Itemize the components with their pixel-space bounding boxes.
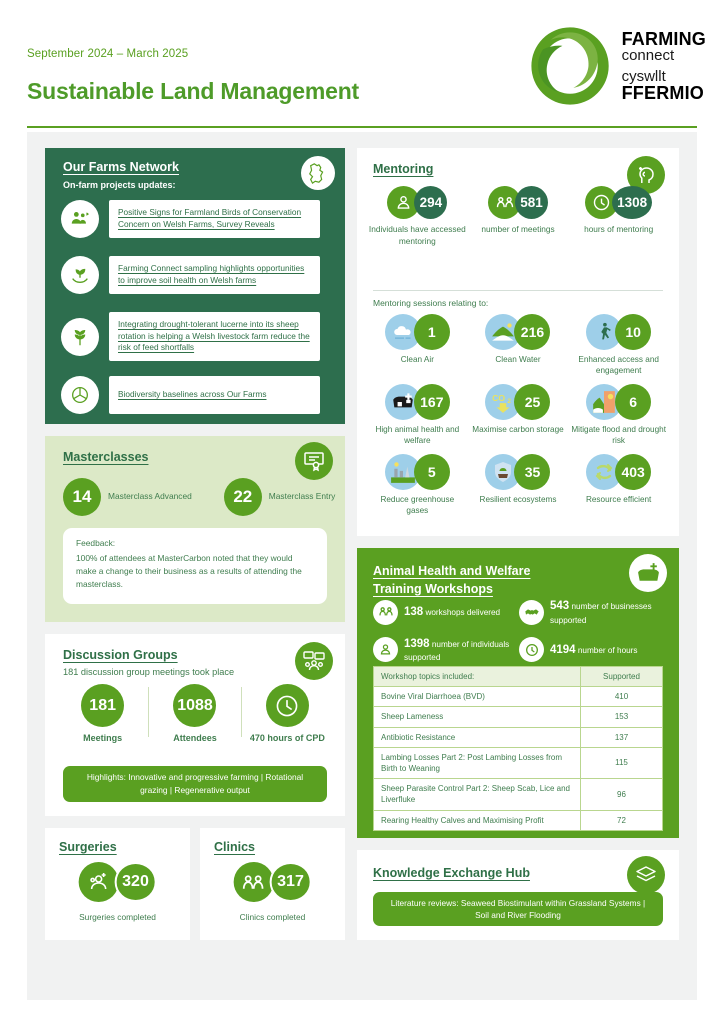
animal-health-stat-text xyxy=(404,604,500,621)
table-row xyxy=(374,707,663,727)
animal-health-stat-label: number of individuals supported xyxy=(404,639,510,663)
wales-map-icon xyxy=(301,156,335,190)
list-item[interactable] xyxy=(61,312,320,361)
masterclass-value: 22 xyxy=(224,478,262,516)
masterclass-label: Masterclass Advanced xyxy=(108,491,192,502)
our-farms-title: Our Farms Network xyxy=(63,160,180,174)
feedback-title: Feedback: xyxy=(76,538,116,548)
knowledge-hub-title: Knowledge Exchange Hub xyxy=(373,866,530,880)
table-row xyxy=(374,727,663,747)
mentoring-stat-caption: Individuals have accessed mentoring xyxy=(368,224,466,246)
animal-health-stat-text xyxy=(550,598,665,627)
table-row xyxy=(374,810,663,830)
swirl-logo-icon xyxy=(528,24,612,108)
page-header xyxy=(0,0,724,122)
birds-people-icon xyxy=(61,200,99,238)
article-link[interactable] xyxy=(109,200,320,238)
table-cell-topic: Lambing Losses Part 2: Post Lambing Losses from Birth to Weaning xyxy=(374,747,581,778)
animal-health-card xyxy=(357,548,679,838)
article-link-text: Farming Connect sampling highlights opportunities to improve soil health on Welsh farms xyxy=(118,263,305,285)
table-header-cell: Supported xyxy=(581,667,663,687)
category-label: Enhanced access and engagement xyxy=(578,355,659,376)
masterclass-value: 14 xyxy=(63,478,101,516)
discussion-stat-value: 181 xyxy=(81,684,124,727)
our-farms-subtitle: On-farm projects updates: xyxy=(63,180,176,190)
farming-connect-logo xyxy=(528,24,706,108)
hand-plant-icon xyxy=(61,256,99,294)
category-label: Reduce greenhouse gases xyxy=(380,495,455,516)
lucerne-plant-icon xyxy=(61,318,99,356)
mentoring-category xyxy=(568,384,669,446)
discussion-stats xyxy=(57,684,333,743)
list-item[interactable] xyxy=(61,200,320,238)
mentoring-category xyxy=(367,384,468,446)
list-item[interactable] xyxy=(61,376,320,414)
mentoring-stat-value: 1308 xyxy=(612,186,652,219)
table-cell-supported: 96 xyxy=(581,779,663,810)
category-value: 5 xyxy=(414,454,450,490)
mentoring-card xyxy=(357,148,679,536)
article-link-text: Integrating drought-tolerant lucerne into its sheep rotation is helping a Welsh livestock farm reduce the risk of feed shortfalls xyxy=(118,318,310,353)
list-item[interactable] xyxy=(61,256,320,294)
divider xyxy=(373,290,663,291)
person-plus-icon xyxy=(78,862,118,902)
animal-health-stats xyxy=(373,598,665,664)
animal-health-stat-text xyxy=(550,642,638,659)
surgeries-caption: Surgeries completed xyxy=(79,912,156,922)
animal-health-stat-value: 138 xyxy=(404,605,424,618)
category-label: Clean Air xyxy=(400,355,434,364)
masterclass-label: Masterclass Entry xyxy=(268,491,336,502)
animal-health-stat-label: number of businesses supported xyxy=(550,602,652,625)
mentoring-category xyxy=(367,454,468,516)
header-divider xyxy=(27,126,697,128)
logo-line-3: cyswllt xyxy=(621,67,666,85)
content-panel xyxy=(27,132,697,1000)
article-link[interactable] xyxy=(109,256,320,294)
clinics-card xyxy=(200,828,345,940)
mentoring-stat-caption: hours of mentoring xyxy=(584,224,654,234)
surgeries-value: 320 xyxy=(114,862,157,902)
handshake-icon xyxy=(519,600,544,625)
discussion-stat xyxy=(57,684,148,743)
category-value: 167 xyxy=(414,384,450,420)
surgeries-stat xyxy=(78,862,157,902)
article-link[interactable] xyxy=(109,312,320,361)
cpd-stat xyxy=(242,684,333,743)
clinics-stat xyxy=(233,862,312,902)
category-label: Mitigate flood and drought risk xyxy=(571,425,666,446)
discussion-people-icon xyxy=(295,642,333,680)
mentoring-category-grid xyxy=(367,314,669,516)
workshop-topics-table xyxy=(373,666,663,831)
mentoring-stat-caption: number of meetings xyxy=(481,224,555,234)
clinics-caption: Clinics completed xyxy=(239,912,306,922)
discussion-groups-card xyxy=(45,634,345,816)
animal-health-stat xyxy=(373,636,519,665)
surgeries-card xyxy=(45,828,190,940)
table-cell-supported: 153 xyxy=(581,707,663,727)
discussion-stat-value: 1088 xyxy=(173,684,216,727)
animal-health-stat-label: workshops delivered xyxy=(425,607,501,617)
category-label: Resource efficient xyxy=(585,495,652,505)
feedback-body: 100% of attendees at MasterCarbon noted that they would make a change to their business as a results of attending the masterclass. xyxy=(76,553,302,590)
animal-health-stat xyxy=(519,636,665,665)
mentoring-stat xyxy=(468,186,569,247)
discussion-groups-title: Discussion Groups xyxy=(63,648,178,662)
biodiversity-icon xyxy=(61,376,99,414)
table-cell-supported: 137 xyxy=(581,727,663,747)
mentoring-title: Mentoring xyxy=(373,162,434,176)
clinics-title: Clinics xyxy=(214,840,255,854)
category-value: 216 xyxy=(514,314,550,350)
article-link-text: Positive Signs for Farmland Birds of Conservation Concern on Welsh Farms, Survey Reveals xyxy=(118,207,302,229)
layers-icon xyxy=(627,856,665,894)
logo-line-1: FARMING xyxy=(621,28,706,49)
article-link[interactable] xyxy=(109,376,320,414)
category-label: High animal health and welfare xyxy=(375,425,460,446)
mentoring-category xyxy=(367,314,468,376)
cpd-caption: 470 hours of CPD xyxy=(249,733,325,743)
animal-health-stat-value: 543 xyxy=(550,600,570,612)
mentoring-category xyxy=(568,454,669,516)
discussion-highlights: Highlights: Innovative and progressive farming | Rotational grazing | Regenerative output xyxy=(63,766,327,802)
two-people-icon xyxy=(233,862,273,902)
our-farms-network-card xyxy=(45,148,345,424)
clock-icon xyxy=(266,684,309,727)
table-cell-supported: 410 xyxy=(581,687,663,707)
table-cell-topic: Sheep Lameness xyxy=(374,707,581,727)
mentoring-stat-value: 294 xyxy=(414,186,447,219)
animal-health-stat xyxy=(519,598,665,627)
certificate-screen-icon xyxy=(295,442,333,480)
table-row xyxy=(374,779,663,810)
category-label: Clean Water xyxy=(495,355,541,364)
article-link-text: Biodiversity baselines across Our Farms xyxy=(118,389,267,400)
mentoring-category xyxy=(468,314,569,376)
animal-health-stat xyxy=(373,598,519,627)
discussion-stat xyxy=(149,684,240,743)
table-cell-supported: 72 xyxy=(581,810,663,830)
masterclass-stat xyxy=(63,478,192,516)
knowledge-hub-band: Literature reviews: Seaweed Biostimulant within Grassland Systems | Soil and River Flooding xyxy=(373,892,663,926)
table-row xyxy=(374,747,663,778)
table-row xyxy=(374,687,663,707)
table-cell-topic: Sheep Parasite Control Part 2: Sheep Scab, Lice and Liverfluke xyxy=(374,779,581,810)
cow-plus-icon xyxy=(629,554,667,592)
table-cell-topic: Rearing Healthy Calves and Maximising Profit xyxy=(374,810,581,830)
clinics-value: 317 xyxy=(269,862,312,902)
svg-text:CO: CO xyxy=(492,393,506,404)
category-value: 35 xyxy=(514,454,550,490)
category-value: 10 xyxy=(615,314,651,350)
category-value: 403 xyxy=(615,454,651,490)
table-cell-supported: 115 xyxy=(581,747,663,778)
mentoring-category xyxy=(568,314,669,376)
category-value: 25 xyxy=(514,384,550,420)
mentoring-stat-value: 581 xyxy=(515,186,548,219)
discussion-groups-subtitle: 181 discussion group meetings took place xyxy=(63,667,235,677)
animal-health-stat-value: 1398 xyxy=(404,637,430,650)
category-label: Maximise carbon storage xyxy=(472,425,564,435)
table-header-row xyxy=(374,667,663,687)
logo-line-4: FFERMIO xyxy=(621,82,704,103)
masterclass-stat xyxy=(224,478,336,516)
svg-text:2: 2 xyxy=(507,398,512,406)
animal-health-stat-text xyxy=(404,636,519,665)
masterclasses-card xyxy=(45,436,345,622)
category-label: Resilient ecosystems xyxy=(479,495,557,505)
knowledge-hub-card xyxy=(357,850,679,940)
table-cell-topic: Bovine Viral Diarrhoea (BVD) xyxy=(374,687,581,707)
logo-line-2: connect xyxy=(621,47,675,65)
mentoring-category xyxy=(468,454,569,516)
mentoring-stats xyxy=(367,186,669,247)
mentoring-category xyxy=(468,384,569,446)
surgeries-title: Surgeries xyxy=(59,840,117,854)
masterclass-feedback xyxy=(63,528,327,604)
mentoring-stat xyxy=(568,186,669,247)
person-icon xyxy=(373,637,398,662)
category-value: 1 xyxy=(414,314,450,350)
page-title: Sustainable Land Management xyxy=(27,78,359,104)
animal-health-stat-value: 4194 xyxy=(550,643,576,656)
masterclass-stats xyxy=(63,478,335,516)
date-range: September 2024 – March 2025 xyxy=(27,48,189,60)
table-cell-topic: Antibiotic Resistance xyxy=(374,727,581,747)
animal-health-title: Animal Health and Welfare Training Workshops xyxy=(373,564,531,597)
discussion-stat-caption: Attendees xyxy=(173,733,217,743)
masterclasses-title: Masterclasses xyxy=(63,450,149,464)
category-value: 6 xyxy=(615,384,651,420)
discussion-stat-caption: Meetings xyxy=(83,733,123,743)
animal-health-stat-label: number of hours xyxy=(577,645,638,655)
table-header-cell: Workshop topics included: xyxy=(374,667,581,687)
mentoring-sessions-label: Mentoring sessions relating to: xyxy=(373,298,489,308)
mentoring-stat xyxy=(367,186,468,247)
clock-icon xyxy=(519,637,544,662)
two-people-icon xyxy=(373,600,398,625)
